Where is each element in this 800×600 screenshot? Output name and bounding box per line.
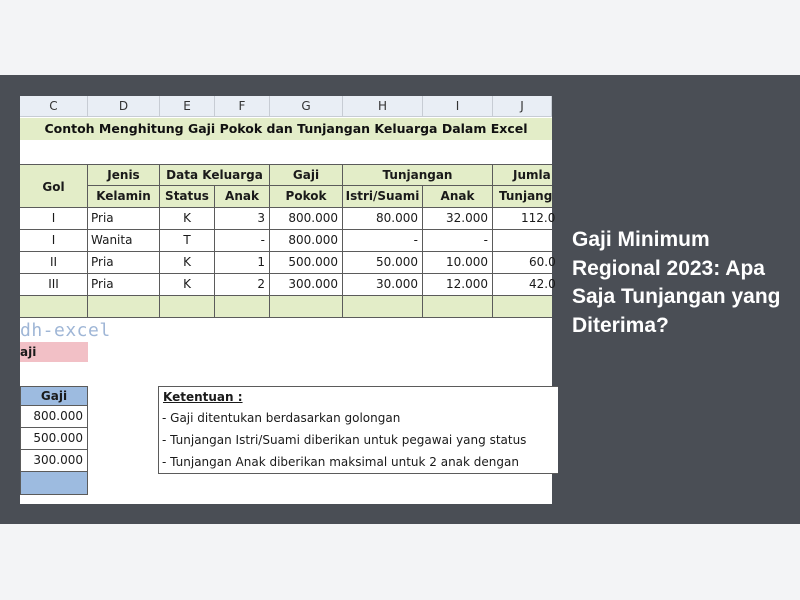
cell-tunjangan-anak: 12.000 [423, 274, 493, 296]
cell-tunjangan-istri: - [343, 230, 423, 252]
column-letter-i: I [423, 96, 493, 117]
cell-status: T [160, 230, 215, 252]
column-letter-g: G [270, 96, 343, 117]
sheet-title: Contoh Menghitung Gaji Pokok dan Tunjangan Keluarga Dalam Excel [20, 118, 552, 140]
header-tunjangan-total: Tunjang [493, 186, 552, 208]
footer-cell [215, 296, 270, 318]
column-letter-j: J [493, 96, 552, 117]
column-letter-f: F [215, 96, 270, 117]
footer-cell [160, 296, 215, 318]
cell-gol: II [20, 252, 88, 274]
header-jenis: Jenis [88, 164, 160, 186]
article-headline[interactable]: Gaji Minimum Regional 2023: Apa Saja Tunjangan yang Diterima? [572, 228, 781, 337]
cell-gaji-pokok: 800.000 [270, 208, 343, 230]
cell-gaji-pokok: 300.000 [270, 274, 343, 296]
cell-anak: - [215, 230, 270, 252]
pink-label-cell: aji [20, 342, 88, 362]
header-tunjangan: Tunjangan [343, 164, 493, 186]
cell-kelamin: Pria [88, 252, 160, 274]
cell-tunjangan-istri: 50.000 [343, 252, 423, 274]
cell-status: K [160, 208, 215, 230]
cell-tunjangan-anak: - [423, 230, 493, 252]
footer-cell [20, 296, 88, 318]
header-istri-suami: Istri/Suami [343, 186, 423, 208]
cell-status: K [160, 252, 215, 274]
ketentuan-title: Ketentuan : [163, 390, 243, 404]
cell-anak: 1 [215, 252, 270, 274]
article-thumbnail[interactable] [20, 96, 556, 504]
ketentuan-box [158, 386, 558, 474]
gaji-lookup-footer [20, 472, 88, 495]
header-gol: Gol [20, 164, 88, 208]
footer-cell [343, 296, 423, 318]
ketentuan-line: - Tunjangan Anak diberikan maksimal untuk 2 anak dengan [162, 455, 519, 469]
header-anak-tunjangan: Anak [423, 186, 493, 208]
cell-kelamin: Pria [88, 208, 160, 230]
cell-gol: III [20, 274, 88, 296]
header-gaji: Gaji [270, 164, 343, 186]
cell-kelamin: Wanita [88, 230, 160, 252]
cell-jumlah: 42.0 [493, 274, 552, 296]
cell-gaji-pokok: 800.000 [270, 230, 343, 252]
cell-jumlah [493, 230, 552, 252]
cell-anak: 3 [215, 208, 270, 230]
cell-gol: I [20, 208, 88, 230]
header-anak: Anak [215, 186, 270, 208]
cell-gol: I [20, 230, 88, 252]
column-letter-h: H [343, 96, 423, 117]
column-letter-d: D [88, 96, 160, 117]
gaji-lookup-value: 500.000 [20, 428, 88, 450]
ketentuan-line: - Tunjangan Istri/Suami diberikan untuk pegawai yang status [162, 433, 527, 447]
column-letter-c: C [20, 96, 88, 117]
header-jumlah: Jumla [493, 164, 552, 186]
cell-tunjangan-anak: 10.000 [423, 252, 493, 274]
gaji-lookup-header: Gaji [20, 386, 88, 406]
gaji-lookup-value: 300.000 [20, 450, 88, 472]
footer-cell [423, 296, 493, 318]
ketentuan-line: - Gaji ditentukan berdasarkan golongan [162, 411, 401, 425]
footer-cell [88, 296, 160, 318]
cell-jumlah: 112.0 [493, 208, 552, 230]
spreadsheet-image [20, 96, 556, 504]
cell-tunjangan-anak: 32.000 [423, 208, 493, 230]
column-letter-e: E [160, 96, 215, 117]
header-pokok: Pokok [270, 186, 343, 208]
cell-tunjangan-istri: 30.000 [343, 274, 423, 296]
cell-status: K [160, 274, 215, 296]
blank-row [20, 140, 552, 164]
cell-kelamin: Pria [88, 274, 160, 296]
cell-jumlah: 60.0 [493, 252, 552, 274]
gaji-lookup-value: 800.000 [20, 406, 88, 428]
header-data-keluarga: Data Keluarga [160, 164, 270, 186]
cell-anak: 2 [215, 274, 270, 296]
footer-cell [270, 296, 343, 318]
cell-tunjangan-istri: 80.000 [343, 208, 423, 230]
cell-gaji-pokok: 500.000 [270, 252, 343, 274]
header-status: Status [160, 186, 215, 208]
watermark: dh-excel [20, 320, 111, 341]
header-kelamin: Kelamin [88, 186, 160, 208]
footer-cell [493, 296, 552, 318]
